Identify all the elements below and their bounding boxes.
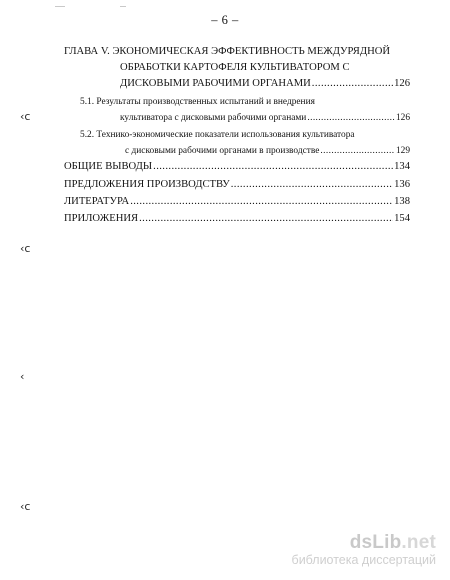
watermark-subtitle: библиотека диссертаций — [291, 553, 436, 567]
toc-entry-section-5-2 — [125, 144, 410, 158]
chapter-title-line-2: ОБРАБОТКИ КАРТОФЕЛЯ КУЛЬТИВАТОРОМ С — [120, 62, 350, 73]
toc-entry-general-conclusions — [64, 160, 410, 174]
toc-entry-chapter-5 — [120, 77, 410, 91]
entry-title: ЛИТЕРАТУРА — [64, 196, 130, 207]
dot-leader — [130, 195, 393, 209]
toc-entry-appendices — [64, 212, 410, 226]
chapter-title-line-1: ГЛАВА V. ЭКОНОМИЧЕСКАЯ ЭФФЕКТИВНОСТЬ МЕЖДУРЯДНОЙ — [64, 46, 391, 57]
watermark-brand-suffix: .net — [401, 532, 436, 553]
page-ref: 138 — [394, 196, 410, 207]
section-5-1-line-1: 5.1. Результаты производственных испытаний и внедрения — [80, 97, 315, 107]
entry-title: ОБЩИЕ ВЫВОДЫ — [64, 161, 153, 172]
section-5-1-line-2: культиватора с дисковыми рабочими органами — [120, 113, 307, 123]
page-ref: 126 — [394, 78, 410, 89]
scan-smudge — [120, 6, 126, 7]
watermark-brand-name: dsLib — [349, 532, 402, 553]
dot-leader — [307, 111, 395, 125]
entry-title: ПРИЛОЖЕНИЯ — [64, 213, 139, 224]
page-ref: 126 — [395, 113, 410, 123]
page-ref: 129 — [395, 146, 410, 156]
chapter-title-line-3: ДИСКОВЫМИ РАБОЧИМИ ОРГАНАМИ — [120, 78, 311, 89]
dot-leader — [153, 160, 393, 174]
entry-title: ПРЕДЛОЖЕНИЯ ПРОИЗВОДСТВУ — [64, 179, 230, 190]
watermark-dslib — [292, 533, 436, 568]
page-ref: 154 — [394, 213, 410, 224]
dot-leader — [231, 178, 393, 192]
margin-mark: ‹ — [20, 370, 25, 383]
dot-leader — [139, 212, 393, 226]
page-ref: 134 — [394, 161, 410, 172]
toc-entry-recommendations — [64, 178, 410, 192]
page-number: – 6 – — [211, 13, 239, 27]
dot-leader — [320, 144, 395, 158]
scan-smudge — [55, 6, 65, 7]
watermark-brand — [292, 533, 436, 553]
dot-leader — [312, 77, 393, 91]
margin-mark: ‹с — [20, 500, 31, 513]
page-ref: 136 — [394, 179, 410, 190]
section-5-2-line-2: с дисковыми рабочими органами в производстве — [125, 146, 320, 156]
section-5-2-line-1: 5.2. Технико-экономические показатели использования культиватора — [80, 130, 355, 140]
margin-mark: ‹с — [20, 242, 31, 255]
toc-entry-literature — [64, 195, 410, 209]
margin-mark: ‹с — [20, 110, 31, 123]
toc-entry-section-5-1 — [120, 111, 410, 125]
